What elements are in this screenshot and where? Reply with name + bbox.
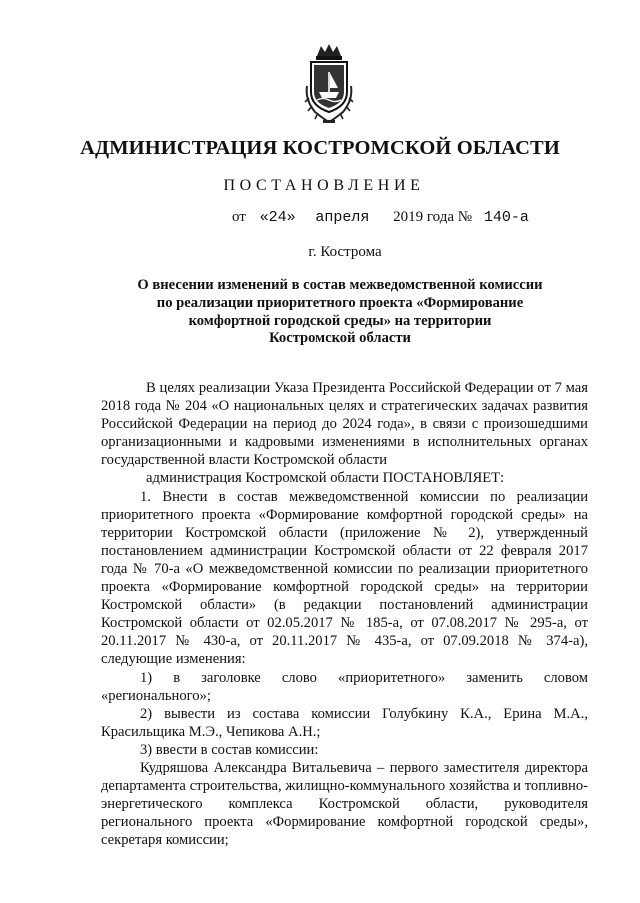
body-paragraph: администрация Костромской области ПОСТАНОВЛЯЕТ: — [146, 470, 505, 487]
date-prefix: от — [232, 209, 246, 225]
document-number: 140-а — [483, 209, 529, 226]
body-paragraph: В целях реализации Указа Президента Российской Федерации от 7 мая 2018 года № 204 «О национальных целях и стратегических задачах развития Российской Федерации на период до 2024 года», в связи с произошедшими организационными и кадровыми изменениями в исполнительных органах государственной власти Костромской области — [101, 380, 588, 469]
body-paragraph: 1. Внести в состав межведомственной комиссии по реализации приоритетного проекта «Формирование комфортной городской среды» на территории Костромской области (приложение № 2), утвержденный постановлением администрации Костромской области от 22 февраля 2017 года № 70-а «О межведомственной комиссии по реализации приоритетного проекта «Формирование комфортной городской среды» на территории Костромской области» (в редакции постановлений администрации Костромской области от 02.05.2017 № 185-а, от 07.08.2017 № 295-а, от 20.11.2017 № 430-а, от 20.11.2017 № 435-а, от 07.09.2018 № 374-а), следующие изменения: — [101, 488, 588, 668]
document-city: г. Кострома — [308, 244, 382, 260]
date-month: апреля — [315, 209, 370, 226]
subject-line: О внесении изменений в состав межведомственной комиссии — [137, 277, 543, 293]
subject-line: Костромской области — [269, 330, 411, 347]
document-date-line — [232, 209, 529, 226]
subject-line: комфортной городской среды» на территории — [188, 312, 492, 329]
document-body — [101, 379, 588, 849]
body-paragraph: Кудряшова Александра Витальевича – первого заместителя директора департамента строительства, жилищно-коммунального хозяйства и топливно-энергетического комплекса Костромской области, руководителя регионального проекта «Формирование комфортной городской среды», секретаря комиссии; — [101, 759, 588, 849]
organization-title: АДМИНИСТРАЦИЯ КОСТРОМСКОЙ ОБЛАСТИ — [80, 137, 560, 159]
document-subject — [120, 277, 560, 348]
body-paragraph: 3) ввести в состав комиссии: — [140, 741, 319, 758]
body-paragraph: 1) в заголовке слово «приоритетного» заменить словом «регионального»; — [101, 669, 588, 704]
document-type: ПОСТАНОВЛЕНИЕ — [223, 177, 425, 194]
date-year: 2019 года № — [393, 209, 473, 225]
date-day: «24» — [259, 209, 296, 226]
kostroma-coat-of-arms-icon — [303, 42, 355, 126]
body-paragraph: 2) вывести из состава комиссии Голубкину К.А., Ерина М.А., Красильщика М.Э., Чепикова А.Н.; — [101, 705, 588, 740]
subject-line: по реализации приоритетного проекта «Формирование — [156, 294, 524, 311]
